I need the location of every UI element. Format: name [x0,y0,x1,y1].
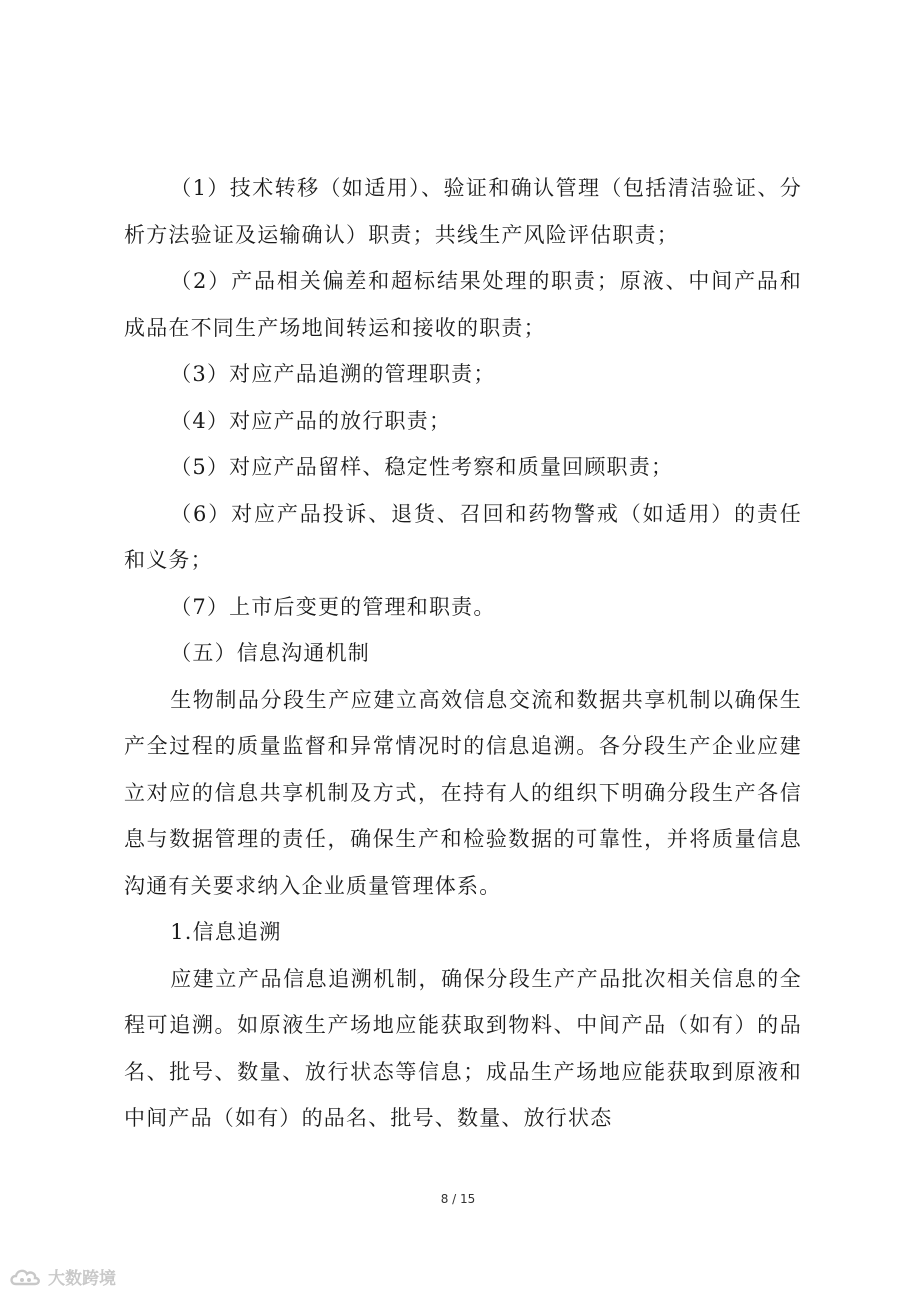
paragraph-item-2: （2）产品相关偏差和超标结果处理的职责；原液、中间产品和成品在不同生产场地间转运和接收的职责； [124,269,802,340]
watermark [8,1264,116,1289]
paragraph-item-1: （1）技术转移（如适用）、验证和确认管理（包括清洁验证、分析方法验证及运输确认）职责；共线生产风险评估职责； [124,176,802,247]
paragraph-item-6: （6）对应产品投诉、退货、召回和药物警戒（如适用）的责任和义务； [124,501,802,572]
watermark-text: 大数跨境 [48,1269,116,1289]
paragraph-item-4: （4）对应产品的放行职责； [170,408,452,433]
section-body-paragraph: 生物制品分段生产应建立高效信息交流和数据共享机制以确保生产全过程的质量监督和异常情况时的信息追溯。各分段生产企业应建立对应的信息共享机制及方式，在持有人的组织下明确分段生产各信息与数据管理的责任，确保生产和检验数据的可靠性，并将质量信息沟通有关要求纳入企业质量管理体系。 [124,687,802,898]
paragraph-item-7: （7）上市后变更的管理和职责。 [170,594,496,619]
subsection-heading: 1.信息追溯 [170,920,282,944]
section-heading: （五）信息沟通机制 [170,641,370,665]
page-number: 8 / 15 [440,1192,476,1206]
cloud-logo-icon [8,1266,44,1288]
paragraph-item-5: （5）对应产品留样、稳定性考察和质量回顾职责； [170,455,674,479]
paragraph-item-3: （3）对应产品追溯的管理职责； [170,362,496,386]
subsection-body-paragraph: 应建立产品信息追溯机制，确保分段生产产品批次相关信息的全程可追溯。如原液生产场地应能获取到物料、中间产品（如有）的品名、批号、数量、放行状态等信息；成品生产场地应能获取到原液和中间产品（如有）的品名、批号、数量、放行状态 [124,966,802,1130]
document-body [124,165,802,1142]
